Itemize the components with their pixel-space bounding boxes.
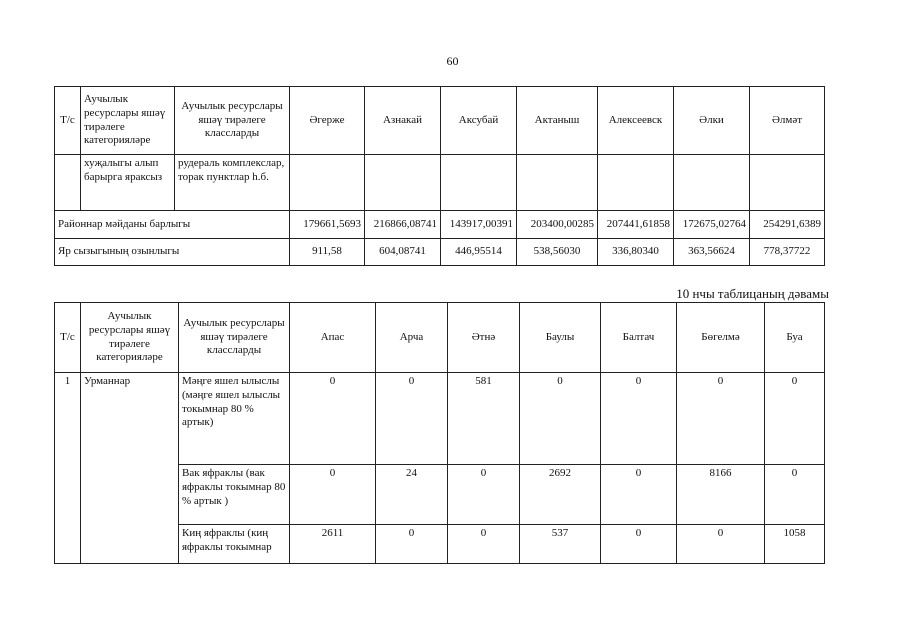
header-cell: Әлмәт <box>750 87 825 155</box>
page-number: 60 <box>446 54 459 68</box>
header-cell: Аучылык ресурслары яшәү тирәлеге категорияләре <box>81 87 175 155</box>
value-cell: 0 <box>601 465 677 525</box>
value-cell: 0 <box>677 525 765 564</box>
header-cell: Т/с <box>55 87 81 155</box>
value-cell: 24 <box>376 465 448 525</box>
value-cell: 0 <box>765 465 825 525</box>
value-cell: 538,56030 <box>517 239 598 266</box>
value-cell: 911,58 <box>290 239 365 266</box>
header-cell: Алексеевск <box>598 87 674 155</box>
area-row <box>55 211 825 239</box>
value-cell: 0 <box>520 373 601 465</box>
value-cell: 0 <box>376 525 448 564</box>
category-cell: Урманнар <box>81 373 179 564</box>
value-cell: 203400,00285 <box>517 211 598 239</box>
value-cell: 0 <box>448 525 520 564</box>
value-cell: 172675,02764 <box>674 211 750 239</box>
header-cell: Аксубай <box>441 87 517 155</box>
row-number: 1 <box>55 373 81 564</box>
category-cell: хуҗалыгы алып барырга яраксыз <box>81 155 175 211</box>
cell <box>750 155 825 211</box>
value-cell: 0 <box>765 373 825 465</box>
value-cell: 179661,5693 <box>290 211 365 239</box>
value-cell: 254291,6389 <box>750 211 825 239</box>
value-cell: 0 <box>290 373 376 465</box>
class-cell: Вак яфраклы (вак яфраклы токымнар 80 % артык ) <box>179 465 290 525</box>
header-cell: Әгерже <box>290 87 365 155</box>
value-cell: 778,37722 <box>750 239 825 266</box>
value-cell: 2692 <box>520 465 601 525</box>
value-cell: 604,08741 <box>365 239 441 266</box>
district-table-2 <box>54 302 825 564</box>
class-cell: рудераль комплекслар, торак пунктлар һ.б. <box>175 155 290 211</box>
header-cell: Актаныш <box>517 87 598 155</box>
header-cell: Аучылык ресурслары яшәү тирәлеге классларды <box>175 87 290 155</box>
header-cell: Әлки <box>674 87 750 155</box>
class-cell: Мәңге яшел ылыслы (мәңге яшел ылыслы токымнар 80 % артык) <box>179 373 290 465</box>
header-cell: Аучылык ресурслары яшәү тирәлеге классларды <box>179 303 290 373</box>
header-cell: Бөгелмә <box>677 303 765 373</box>
value-cell: 336,80340 <box>598 239 674 266</box>
value-cell: 446,95514 <box>441 239 517 266</box>
shoreline-label: Яр сызыгының озынлыгы <box>55 239 290 266</box>
header-cell: Әтнә <box>448 303 520 373</box>
cell <box>674 155 750 211</box>
cell <box>365 155 441 211</box>
value-cell: 0 <box>448 465 520 525</box>
class-cell: Киң яфраклы (киң яфраклы токымнар <box>179 525 290 564</box>
value-cell: 0 <box>677 373 765 465</box>
value-cell: 2611 <box>290 525 376 564</box>
header-cell: Т/с <box>55 303 81 373</box>
value-cell: 0 <box>601 373 677 465</box>
cell <box>441 155 517 211</box>
table-row <box>55 155 825 211</box>
shoreline-row <box>55 239 825 266</box>
value-cell: 207441,61858 <box>598 211 674 239</box>
header-cell: Аучылык ресурслары яшәү тирәлеге категорияләре <box>81 303 179 373</box>
header-cell: Балтач <box>601 303 677 373</box>
header-cell: Азнакай <box>365 87 441 155</box>
header-cell: Баулы <box>520 303 601 373</box>
value-cell: 363,56624 <box>674 239 750 266</box>
value-cell: 581 <box>448 373 520 465</box>
table-header-row <box>55 87 825 155</box>
table-row <box>55 373 825 465</box>
value-cell: 0 <box>601 525 677 564</box>
area-label: Районнар мәйданы барлыгы <box>55 211 290 239</box>
header-cell: Арча <box>376 303 448 373</box>
cell <box>55 155 81 211</box>
header-cell: Буа <box>765 303 825 373</box>
value-cell: 0 <box>376 373 448 465</box>
value-cell: 0 <box>290 465 376 525</box>
table-caption: 10 нчы таблицаның дәвамы <box>676 286 829 301</box>
value-cell: 8166 <box>677 465 765 525</box>
table-header-row <box>55 303 825 373</box>
cell <box>517 155 598 211</box>
cell <box>598 155 674 211</box>
header-cell: Апас <box>290 303 376 373</box>
value-cell: 537 <box>520 525 601 564</box>
value-cell: 216866,08741 <box>365 211 441 239</box>
district-table-1 <box>54 86 825 266</box>
value-cell: 1058 <box>765 525 825 564</box>
cell <box>290 155 365 211</box>
value-cell: 143917,00391 <box>441 211 517 239</box>
